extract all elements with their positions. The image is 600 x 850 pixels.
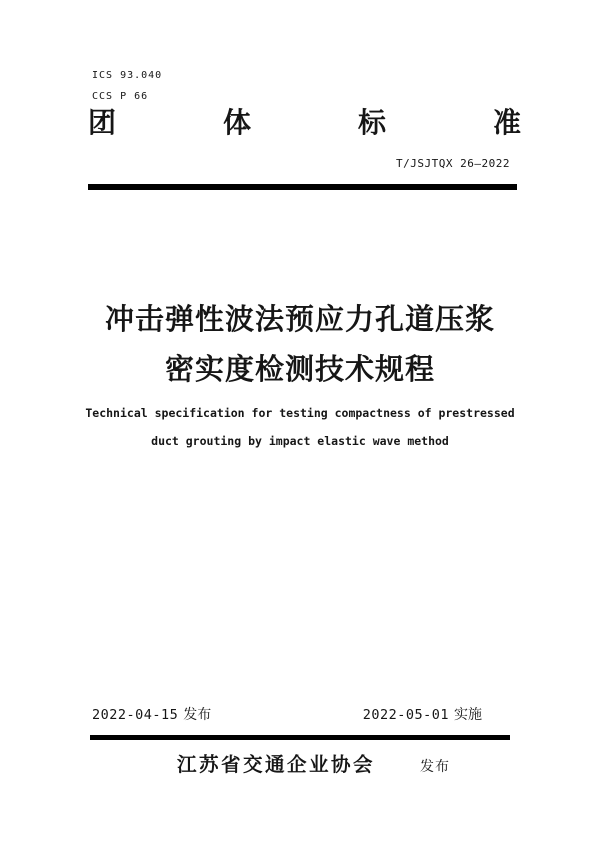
title-english-line1: Technical specification for testing compactness of prestressed [85,406,515,420]
top-divider-rule [88,184,517,190]
publisher-name: 江苏省交通企业协会 [177,754,376,776]
standard-type-char-1: 团 [88,107,117,138]
implement-date-line [363,704,482,724]
issue-date-label: 发布 [183,706,212,722]
title-chinese-line2: 密实度检测技术规程 [164,354,435,386]
issue-date: 2022-04-15 [92,707,179,723]
standard-type-heading [88,107,521,139]
ccs-code: CCS P 66 [92,91,149,102]
standard-type-char-2: 体 [222,107,251,138]
title-english-line2: duct grouting by impact elastic wave method [151,434,449,448]
bottom-divider-rule [90,735,510,740]
standard-number: T/JSJTQX 26—2022 [396,157,510,170]
implement-date-label: 实施 [454,706,482,722]
standard-type-char-4: 准 [492,107,521,138]
standard-type-char-3: 标 [357,107,386,138]
title-chinese-line1: 冲击弹性波法预应力孔道压浆 [104,304,495,336]
publisher-action-label: 发布 [420,758,450,774]
issue-date-line [92,704,211,724]
implement-date: 2022-05-01 [362,707,449,723]
ics-code: ICS 93.040 [92,70,163,81]
